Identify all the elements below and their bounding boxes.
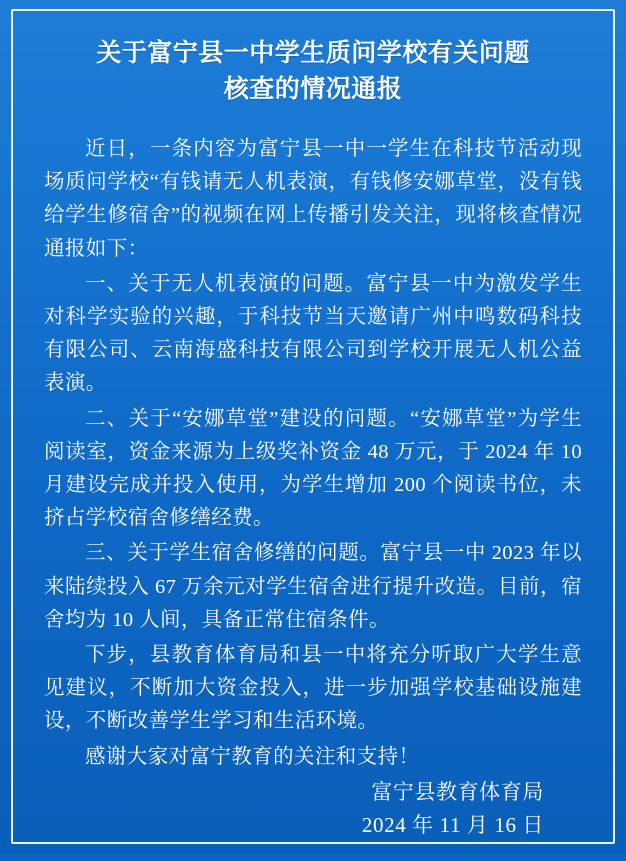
- signature-block: [44, 776, 582, 861]
- paragraph-next-steps: 下步，县教育体育局和县一中将充分听取广大学生意见建议，不断加大资金投入，进一步加强学校基础设施建设，不断改善学生学习和生活环境。: [44, 644, 582, 733]
- paragraph-intro: 近日，一条内容为富宁县一中一学生在科技节活动现场质问学校“有钱请无人机表演，有钱修安娜草堂，没有钱给学生修宿舍”的视频在网上传播引发关注，现将核查情况通报如下：: [44, 138, 582, 260]
- notice-content: [14, 12, 612, 843]
- paragraph-item-3: 三、关于学生宿舍修缮的问题。富宁县一中 2023 年以来陆续投入 67 万余元对学生宿舍进行提升改造。目前，宿舍均为 10 人间，具备正常住宿条件。: [44, 542, 582, 631]
- notice-body: [44, 133, 582, 776]
- page-title: [50, 36, 576, 107]
- signature-organization: 富宁县教育体育局: [371, 779, 544, 804]
- title-line-2: 核查的情况通报: [223, 75, 403, 103]
- signature-date: 2024 年 11 月 16 日: [361, 813, 544, 838]
- title-line-1: 关于富宁县一中学生质问学校有关问题: [96, 40, 530, 67]
- paragraph-item-2: 二、关于“安娜草堂”建设的问题。“安娜草堂”为学生阅读室，资金来源为上级奖补资金 48 万元，于 2024 年 10 月建设完成并投入使用，为学生增加 200 个阅读书位，未挤占学校宿舍修缮经费。: [44, 407, 582, 530]
- paragraph-thanks: 感谢大家对富宁教育的关注和支持！: [85, 745, 420, 768]
- paragraph-item-1: 一、关于无人机表演的问题。富宁县一中为激发学生对科学实验的兴趣，于科技节当天邀请广州中鸣数码科技有限公司、云南海盛科技有限公司到学校开展无人机公益表演。: [44, 272, 582, 395]
